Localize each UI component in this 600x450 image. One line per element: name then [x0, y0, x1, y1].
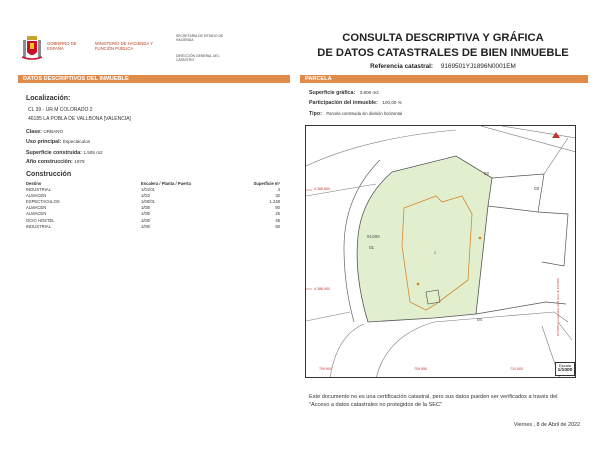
- cell-floor: 1/00/: [141, 205, 151, 211]
- cell-area: 32: [275, 193, 280, 199]
- field-graphic-area-value: 3.800 m2: [359, 90, 379, 95]
- street-line: [330, 324, 364, 378]
- street-line: [481, 126, 576, 152]
- field-class: [26, 129, 63, 135]
- column-header: Superficie m²: [253, 181, 280, 186]
- marker-dot: [479, 237, 482, 240]
- field-participation-value: 100,00 %: [382, 100, 402, 105]
- field-class-value: URBANO: [43, 129, 64, 134]
- column-header: Destino: [26, 181, 42, 186]
- parcel-label-01: 01: [369, 245, 375, 250]
- coord-y-bottom: 4.386.900: [314, 287, 330, 291]
- cell-floor: 1/01/01: [141, 187, 155, 193]
- street-line: [558, 322, 572, 340]
- section-title-descriptive: DATOS DESCRIPTIVOS DEL: [23, 76, 98, 82]
- parcel-01-area: [357, 156, 492, 322]
- field-class-label: Clase:: [26, 129, 42, 135]
- title-line-1: CONSULTA DESCRIPTIVA Y GRÁFICA: [342, 32, 544, 44]
- field-type: [309, 111, 402, 117]
- scale-label: Escala: [558, 363, 571, 368]
- reference-label: Referencia catastral:: [370, 63, 434, 70]
- scale-indicator: [555, 362, 575, 376]
- field-graphic-area: [309, 90, 379, 96]
- cell-area: 50: [275, 223, 280, 229]
- street-line: [306, 130, 456, 166]
- parcel-label-02: 02: [484, 171, 490, 176]
- reference-value: 9169501YJ1896N0001EM: [440, 63, 516, 70]
- column-header: Escalera / Planta / Puerta: [141, 181, 191, 186]
- cell-destino: INDUSTRIAL: [26, 223, 51, 229]
- cell-floor: 1/00/: [141, 211, 151, 217]
- field-type-value: Parcela construida sin división horizontal: [326, 111, 402, 116]
- marker-dot: [417, 283, 420, 286]
- field-main-use: [26, 139, 90, 145]
- cell-floor: 1/00/: [141, 223, 151, 229]
- parcel-02-boundary: [488, 174, 544, 212]
- section-header-parcel: PARCELA: [300, 75, 588, 83]
- field-participation: [309, 100, 402, 106]
- cadastral-reference: [300, 63, 586, 70]
- page-title: [300, 31, 586, 61]
- street-line: [544, 138, 568, 174]
- cell-destino: ALMACEN: [26, 211, 47, 217]
- cell-destino: ESPECTACULOS: [26, 199, 60, 205]
- field-built-area-value: 1.505 m2: [83, 150, 103, 155]
- parcel-label-04: 04: [477, 317, 483, 322]
- coord-x-left: 709.900: [319, 367, 332, 371]
- construction-table: [26, 181, 280, 230]
- ministry-label: MINISTERIO DE HACIENDA Y FUNCIÓN PÚBLICA: [95, 41, 153, 51]
- parcel-map-drawing: [306, 126, 576, 378]
- cell-destino: OCIO HOSTEL: [26, 217, 55, 223]
- field-built-area-label: Superficie construida:: [26, 150, 82, 156]
- secretariat-label: SECRETARÍA DE ESTADO DE HACIENDA: [176, 34, 224, 42]
- construction-label: Construcción: [26, 171, 72, 178]
- scale-value: 1/1000: [557, 368, 573, 373]
- coord-x-right: 710.000: [510, 367, 523, 371]
- field-participation-label: Participación del inmueble:: [309, 100, 378, 106]
- cell-destino: ALMACEN: [26, 205, 47, 211]
- parcel-03-boundary: [538, 212, 568, 266]
- table-row: [26, 224, 280, 230]
- field-year-built: [26, 159, 85, 165]
- address-line-2: 46185 LA POBLA DE VALLBONA [VALENCIA]: [28, 116, 131, 122]
- cell-area: 25: [275, 211, 280, 217]
- coat-of-arms-logo: [22, 34, 42, 62]
- cell-area: 80: [275, 205, 280, 211]
- field-built-area: [26, 150, 103, 156]
- government-label: GOBIERNO DE ESPAÑA: [47, 41, 77, 51]
- issue-date: Viernes , 8 de Abril de 2022: [513, 422, 580, 428]
- cell-area: 46: [275, 217, 280, 223]
- section-header-descriptive: [18, 75, 290, 83]
- section-title-descriptive-em: INMUEBLE: [99, 76, 129, 82]
- field-year-built-label: Año construcción:: [26, 159, 73, 165]
- coord-y-top: 4.386.800: [314, 187, 330, 191]
- field-main-use-label: Uso principal:: [26, 139, 62, 145]
- street-line: [306, 312, 350, 321]
- cell-area: 1.248: [269, 199, 280, 205]
- cell-floor: 1/01/: [141, 193, 151, 199]
- parcel-label-03: 03: [534, 186, 540, 191]
- location-label: Localización:: [26, 95, 71, 102]
- directorate-label: DIRECCIÓN GENERAL DEL CATASTRO: [176, 54, 220, 62]
- unit-label: 1: [434, 251, 436, 255]
- cell-floor: 1/00/01: [141, 199, 155, 205]
- cell-floor: 1/00/: [141, 217, 151, 223]
- street-line: [376, 312, 568, 378]
- title-line-2: DE DATOS CATASTRALES DE BIEN INMUEBLE: [317, 47, 569, 59]
- cell-destino: ALMACEN: [26, 193, 47, 199]
- address-line-1: CL 39 - UR M COLORADO 2: [28, 107, 93, 113]
- field-year-built-value: 1978: [74, 159, 85, 164]
- block-label: 91695: [367, 234, 380, 239]
- field-graphic-area-label: Superficie gráfica:: [309, 90, 356, 96]
- cell-area: 4: [277, 187, 280, 193]
- utm-side-label: ETRS89 Coordenadas UTM Huso 30 ETRS89: [556, 278, 560, 336]
- coord-x-mid: 709.950: [414, 367, 427, 371]
- disclaimer-note: Este documento no es una certificación catastral, pero sus datos pueden ser verificados a través del "Acceso a datos catastrales no protegidos de la SEC": [309, 394, 558, 408]
- parcel-map: [305, 125, 576, 378]
- street-line: [502, 126, 576, 138]
- field-main-use-value: Espectáculos: [62, 139, 91, 144]
- cell-destino: INDUSTRIAL: [26, 187, 51, 193]
- field-type-label: Tipo:: [309, 111, 322, 117]
